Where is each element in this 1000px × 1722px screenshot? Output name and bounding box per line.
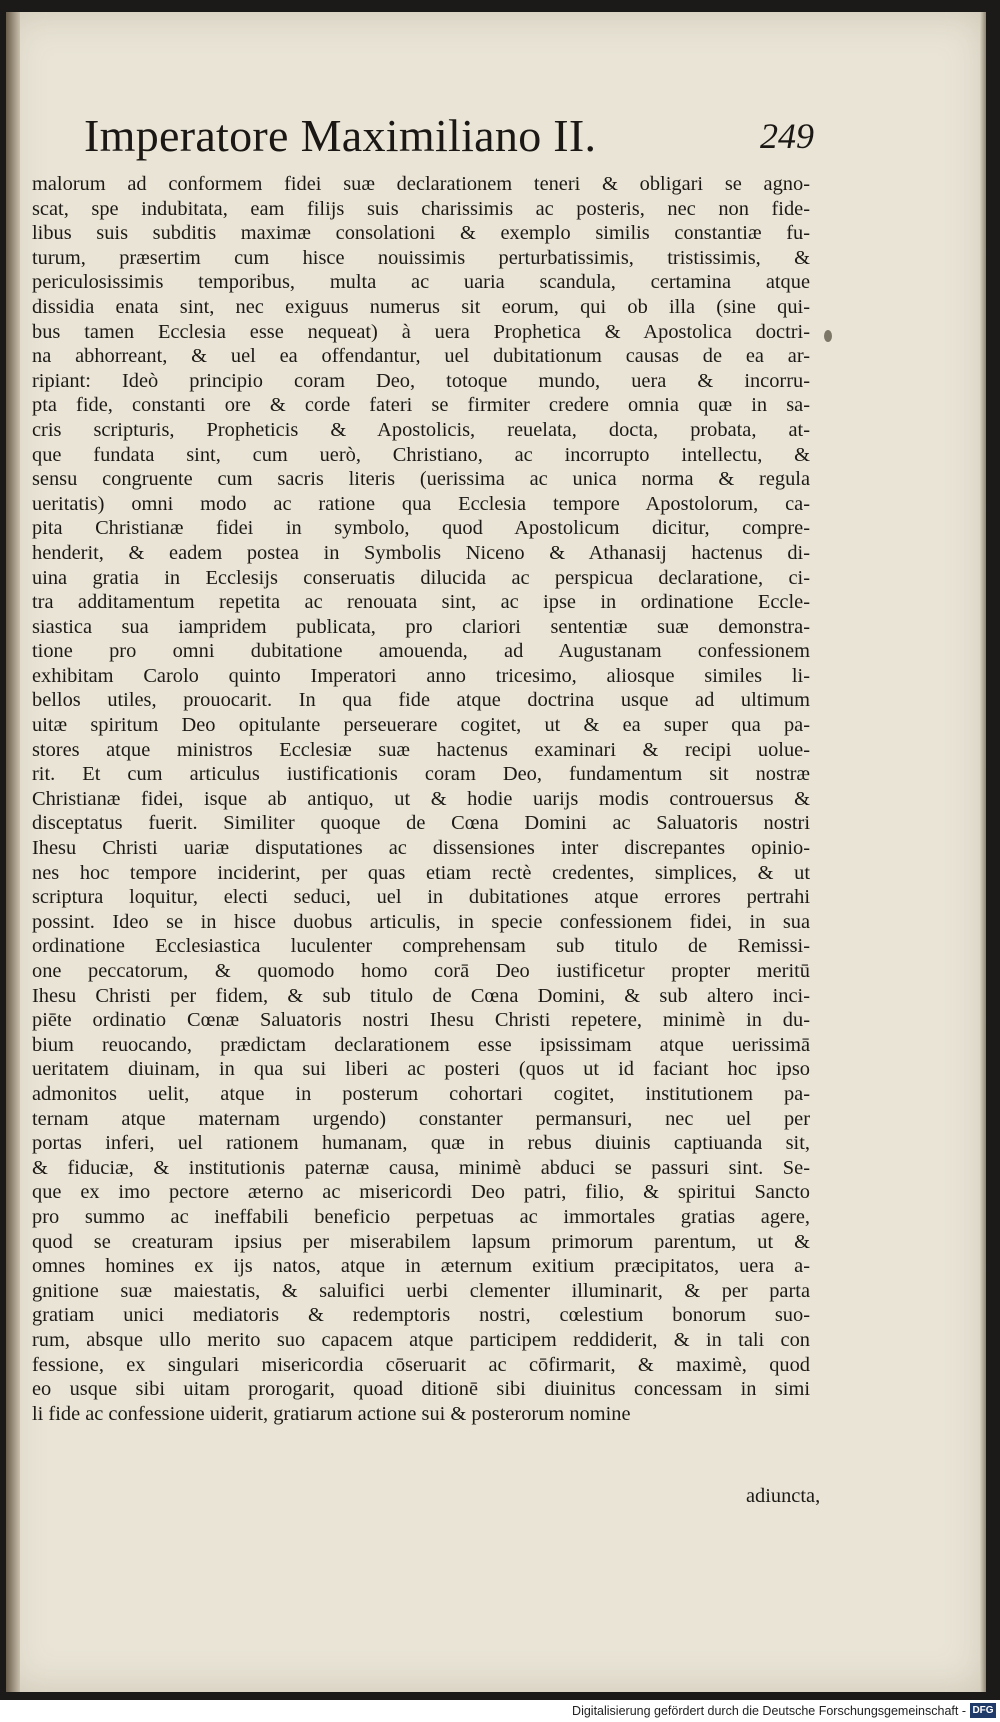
page-edge <box>980 12 986 1692</box>
text-line: possint. Ideo se in hisce duobus articulis, in specie confessionem fidei, in sua <box>32 910 810 933</box>
text-line: gratiam unici mediatoris & redemptoris nostri, cœlestium bonorum suo- <box>32 1304 810 1327</box>
book-page <box>6 12 986 1692</box>
text-line: scat, spe indubitata, eam filijs suis charissimis ac posteris, nec non fide- <box>32 197 810 220</box>
text-line: Christianæ fidei, isque ab antiquo, ut & hodie uarijs modis controuersus & <box>32 787 810 810</box>
text-line: Ihesu Christi uariæ disputationes ac dissensiones inter discrepantes opinio- <box>32 837 810 860</box>
catchword: adiuncta, <box>746 1485 821 1507</box>
text-line: pita Christianæ fidei in symbolo, quod Apostolicum dicitur, compre- <box>32 517 810 540</box>
text-line: uina gratia in Ecclesijs conseruatis dilucida ac perspicua declaratione, ci- <box>32 566 810 589</box>
text-line: turum, præsertim cum hisce nouissimis perturbatissimis, tristissimis, & <box>32 246 810 269</box>
text-line: rit. Et cum articulus iustificationis coram Deo, fundamentum sit nostræ <box>32 763 810 786</box>
text-line: siastica sua iampridem publicata, pro clariori sententiæ suæ demonstra- <box>32 615 810 638</box>
text-line: disceptatus fuerit. Similiter quoque de Cœna Domini ac Saluatoris nostri <box>32 812 810 835</box>
text-line: que fundata sint, cum uerò, Christiano, ac incorrupto intellectu, & <box>32 443 810 466</box>
running-title: Imperatore Maximiliano II. <box>84 110 597 161</box>
text-line: cris scripturis, Propheticis & Apostolicis, reuelata, docta, probata, at- <box>32 418 810 441</box>
text-line: que ex imo pectore æterno ac misericordi Deo patri, filio, & spiritui Sancto <box>32 1181 810 1204</box>
text-line: ueritatem diuinam, in qua sui liberi ac posteri (quos ut id faciant hoc ipso <box>32 1058 810 1081</box>
page-number: 249 <box>760 116 814 156</box>
text-line: eo usque sibi uitam prorogarit, quoad ditionē sibi diuinitus concessam in simi <box>32 1378 810 1401</box>
text-line: dissidia enata sint, nec exiguus numerus sit eorum, qui ob illa (sine qui- <box>32 295 810 318</box>
text-line: ternam atque maternam urgendo) constanter permansuri, nec uel per <box>32 1107 810 1130</box>
text-line: sensu congruente cum sacris literis (uerissima ac unica norma & regula <box>32 468 810 491</box>
body-text <box>32 172 810 1426</box>
text-line: henderit, & eadem postea in Symbolis Niceno & Athanasij hactenus di- <box>32 541 810 564</box>
text-line: & fiduciæ, & institutionis paternæ causa, minimè abduci se passuri sint. Se- <box>32 1156 810 1179</box>
text-line: rum, absque ullo merito suo capacem atque participem reddiderit, & in tali con <box>32 1328 810 1351</box>
text-line: na abhorreant, & uel ea offendantur, uel dubitationum causas de ea ar- <box>32 345 810 368</box>
page-header <box>84 110 814 166</box>
text-line: bium reuocando, prædictam declarationem esse ipsissimam atque uerissimā <box>32 1033 810 1056</box>
text-line: pro summo ac ineffabili beneficio perpetuas ac immortales gratias agere, <box>32 1205 810 1228</box>
text-line: stores atque ministros Ecclesiæ suæ hactenus examinari & recipi uolue- <box>32 738 810 761</box>
text-line: bus tamen Ecclesia esse nequeat) à uera Prophetica & Apostolica doctri- <box>32 320 810 343</box>
text-line: scriptura loquitur, electi seduci, uel in dubitationes atque errores pertrahi <box>32 886 810 909</box>
text-line: portas inferi, uel rationem humanam, quæ in rebus diuinis captiuanda sit, <box>32 1132 810 1155</box>
text-line: bellos utiles, prouocarit. In qua fide atque doctrina usque ad ultimum <box>32 689 810 712</box>
text-line: quod se creaturam ipsius per miserabilem lapsum primorum parentum, ut & <box>32 1230 810 1253</box>
footer-bar <box>0 1700 1000 1722</box>
text-line: ordinatione Ecclesiastica luculenter comprehensam sub titulo de Remissi- <box>32 935 810 958</box>
text-line: periculosissimis temporibus, multa ac uaria scandula, certamina atque <box>32 271 810 294</box>
text-line: nes hoc tempore inciderint, per quas etiam rectè credentes, simplices, & ut <box>32 861 810 884</box>
text-line: ueritatis) omni modo ac ratione qua Ecclesia tempore Apostolorum, ca- <box>32 492 810 515</box>
text-line: tione pro omni dubitatione amouenda, ad Augustanam confessionem <box>32 640 810 663</box>
text-line: Ihesu Christi per fidem, & sub titulo de Cœna Domini, & sub altero inci- <box>32 984 810 1007</box>
text-line: admonitos uelit, atque in posterum cohortari cogitet, institutionem pa- <box>32 1082 810 1105</box>
text-line: tra additamentum repetita ac renouata sint, ac ipse in ordinatione Eccle- <box>32 591 810 614</box>
text-line: malorum ad conformem fidei suæ declarationem teneri & obligari se agno- <box>32 173 810 195</box>
text-line: exhibitam Carolo quinto Imperatori anno tricesimo, aliosque similes li- <box>32 664 810 687</box>
page-spine-shadow <box>6 12 20 1692</box>
text-line: one peccatorum, & quomodo homo corā Deo iustificetur propter meritū <box>32 960 810 982</box>
dfg-logo: DFG <box>970 1703 996 1718</box>
text-line: li fide ac confessione uiderit, gratiarum actione sui & posterorum nomine <box>32 1402 631 1425</box>
text-line: libus suis subditis maximæ consolationi & exemplo similis constantiæ fu- <box>32 222 810 245</box>
text-line: omnes homines ex ijs natos, atque in æternum exitium præcipitatos, uera a- <box>32 1255 810 1278</box>
text-line: fessione, ex singulari misericordia cōseruarit ac cōfirmarit, & maximè, quod <box>32 1353 810 1376</box>
text-line: pta fide, constanti ore & corde fateri se firmiter credere omnia quæ in sa- <box>32 394 810 417</box>
text-line: uitæ spiritum Deo opitulante perseuerare cogitet, ut & ea super qua pa- <box>32 714 810 737</box>
text-line: gnitione suæ maiestatis, & saluifici uerbi clementer illuminarit, & per parta <box>32 1279 810 1302</box>
text-line: piēte ordinatio Cœnæ Saluatoris nostri Ihesu Christi repetere, minimè in du- <box>32 1009 810 1032</box>
margin-ink-mark <box>824 330 832 342</box>
funding-credit: Digitalisierung gefördert durch die Deutsche Forschungsgemeinschaft - <box>572 1704 966 1718</box>
text-line: ripiant: Ideò principio coram Deo, totoque mundo, uera & incorru- <box>32 369 810 392</box>
